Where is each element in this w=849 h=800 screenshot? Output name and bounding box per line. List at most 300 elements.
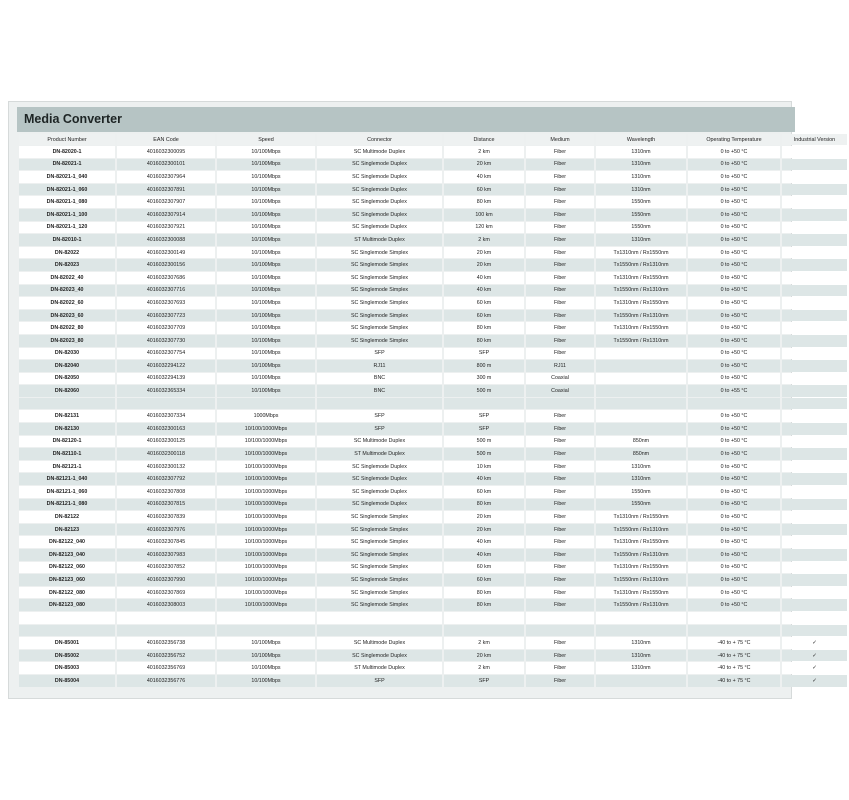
ean-code-cell: 4016032307907 [117,196,215,208]
distance-cell: 2 km [444,146,524,158]
speed-cell: 10/100/1000Mbps [217,536,315,548]
table-row [19,511,847,523]
operating-temperature-cell: -40 to + 75 °C [688,637,780,649]
medium-cell: Fiber [526,146,594,158]
wavelength-cell: 1550nm [596,486,686,498]
empty-cell [217,398,315,410]
industrial-version-cell [782,259,847,271]
operating-temperature-cell: 0 to +50 °C [688,461,780,473]
industrial-version-cell [782,511,847,523]
wavelength-cell: Tx1550nm / Rx1310nm [596,574,686,586]
ean-code-cell: 4016032356752 [117,650,215,662]
medium-cell: Fiber [526,322,594,334]
product-number-cell: DN-82122_060 [19,562,115,574]
table-row [19,184,847,196]
industrial-version-cell [782,599,847,611]
industrial-version-cell [782,436,847,448]
empty-cell [117,398,215,410]
operating-temperature-cell: 0 to +50 °C [688,247,780,259]
medium-cell: Fiber [526,348,594,360]
industrial-version-cell [782,209,847,221]
industrial-version-cell [782,272,847,284]
industrial-version-cell [782,574,847,586]
speed-cell: 10/100Mbps [217,310,315,322]
operating-temperature-cell: 0 to +50 °C [688,524,780,536]
distance-cell: 40 km [444,473,524,485]
ean-code-cell: 4016032307686 [117,272,215,284]
ean-code-cell: 4016032365334 [117,385,215,397]
table-row [19,222,847,234]
operating-temperature-cell: 0 to +50 °C [688,159,780,171]
ean-code-cell: 4016032307845 [117,536,215,548]
product-number-cell: DN-82123_080 [19,599,115,611]
table-row [19,436,847,448]
distance-cell: 20 km [444,247,524,259]
table-row [19,486,847,498]
column-header: EAN Code [117,134,215,145]
wavelength-cell: 1550nm [596,499,686,511]
wavelength-cell [596,675,686,687]
column-header: Distance [444,134,524,145]
ean-code-cell: 4016032308003 [117,599,215,611]
ean-code-cell: 4016032300125 [117,436,215,448]
empty-cell [19,398,115,410]
speed-cell: 10/100/1000Mbps [217,461,315,473]
operating-temperature-cell: 0 to +50 °C [688,562,780,574]
distance-cell: 60 km [444,297,524,309]
distance-cell: 80 km [444,196,524,208]
distance-cell: 60 km [444,486,524,498]
medium-cell: Fiber [526,448,594,460]
ean-code-cell: 4016032294139 [117,373,215,385]
wavelength-cell: 850nm [596,436,686,448]
table-row [19,385,847,397]
wavelength-cell: Tx1550nm / Rx1310nm [596,259,686,271]
speed-cell: 10/100/1000Mbps [217,511,315,523]
operating-temperature-cell: 0 to +50 °C [688,146,780,158]
empty-cell [317,612,442,624]
table-row [19,297,847,309]
medium-cell: Fiber [526,234,594,246]
table-row [19,247,847,259]
medium-cell: Fiber [526,222,594,234]
empty-cell [19,625,115,637]
operating-temperature-cell: -40 to + 75 °C [688,675,780,687]
speed-cell: 10/100Mbps [217,360,315,372]
empty-cell [444,398,524,410]
table-row [19,259,847,271]
industrial-version-cell [782,247,847,259]
table-row [19,285,847,297]
distance-cell: 80 km [444,335,524,347]
ean-code-cell: 4016032307693 [117,297,215,309]
industrial-version-cell [782,486,847,498]
ean-code-cell: 4016032307709 [117,322,215,334]
connector-cell: SFP [317,423,442,435]
ean-code-cell: 4016032307983 [117,549,215,561]
wavelength-cell: Tx1310nm / Rx1550nm [596,297,686,309]
product-number-cell: DN-82021-1 [19,159,115,171]
connector-cell: SC Singlemode Simplex [317,322,442,334]
speed-cell: 10/100Mbps [217,196,315,208]
table-row [19,373,847,385]
ean-code-cell: 4016032300088 [117,234,215,246]
table-row [19,549,847,561]
product-number-cell: DN-82022_60 [19,297,115,309]
operating-temperature-cell: 0 to +50 °C [688,209,780,221]
industrial-version-cell [782,171,847,183]
ean-code-cell: 4016032307716 [117,285,215,297]
medium-cell: Fiber [526,499,594,511]
connector-cell: SC Singlemode Simplex [317,297,442,309]
industrial-version-cell: ✓ [782,637,847,649]
operating-temperature-cell: 0 to +50 °C [688,196,780,208]
distance-cell: 300 m [444,373,524,385]
industrial-version-cell: ✓ [782,662,847,674]
connector-cell: SFP [317,348,442,360]
medium-cell: Fiber [526,587,594,599]
connector-cell: SC Singlemode Duplex [317,473,442,485]
industrial-version-cell [782,348,847,360]
medium-cell: Fiber [526,171,594,183]
operating-temperature-cell: 0 to +50 °C [688,322,780,334]
column-header: Product Number [19,134,115,145]
wavelength-cell: 1310nm [596,637,686,649]
empty-cell [782,398,847,410]
connector-cell: BNC [317,373,442,385]
connector-cell: SC Singlemode Simplex [317,285,442,297]
empty-cell [688,398,780,410]
ean-code-cell: 4016032307723 [117,310,215,322]
empty-cell [782,612,847,624]
product-number-cell: DN-82023_80 [19,335,115,347]
connector-cell: SC Singlemode Duplex [317,171,442,183]
distance-cell: 40 km [444,536,524,548]
connector-cell: SC Singlemode Simplex [317,335,442,347]
wavelength-cell [596,348,686,360]
empty-cell [217,612,315,624]
empty-cell [526,398,594,410]
table-row [19,209,847,221]
connector-cell: SC Singlemode Duplex [317,461,442,473]
ean-code-cell: 4016032307869 [117,587,215,599]
operating-temperature-cell: 0 to +50 °C [688,436,780,448]
table-row [19,410,847,422]
product-number-cell: DN-82123 [19,524,115,536]
product-number-cell: DN-82021-1_040 [19,171,115,183]
industrial-version-cell [782,146,847,158]
product-number-cell: DN-82021-1_120 [19,222,115,234]
wavelength-cell: 1310nm [596,662,686,674]
empty-cell [317,398,442,410]
wavelength-cell: Tx1550nm / Rx1310nm [596,285,686,297]
table-row [19,322,847,334]
product-table [17,133,849,688]
speed-cell: 10/100/1000Mbps [217,599,315,611]
operating-temperature-cell: 0 to +50 °C [688,259,780,271]
speed-cell: 10/100/1000Mbps [217,486,315,498]
connector-cell: SC Singlemode Duplex [317,650,442,662]
wavelength-cell: Tx1310nm / Rx1550nm [596,247,686,259]
speed-cell: 10/100Mbps [217,209,315,221]
distance-cell: 40 km [444,549,524,561]
industrial-version-cell [782,461,847,473]
industrial-version-cell [782,385,847,397]
empty-cell [317,625,442,637]
speed-cell: 10/100Mbps [217,272,315,284]
medium-cell: Fiber [526,285,594,297]
operating-temperature-cell: 0 to +50 °C [688,373,780,385]
speed-cell: 10/100Mbps [217,348,315,360]
distance-cell: 60 km [444,574,524,586]
speed-cell: 10/100Mbps [217,373,315,385]
connector-cell: SC Singlemode Duplex [317,159,442,171]
empty-cell [117,625,215,637]
table-gap-row [19,612,847,624]
distance-cell: 100 km [444,209,524,221]
speed-cell: 10/100Mbps [217,146,315,158]
product-number-cell: DN-85002 [19,650,115,662]
speed-cell: 10/100/1000Mbps [217,436,315,448]
ean-code-cell: 4016032307852 [117,562,215,574]
distance-cell: 10 km [444,461,524,473]
product-number-cell: DN-85004 [19,675,115,687]
distance-cell: 60 km [444,562,524,574]
distance-cell: SFP [444,675,524,687]
wavelength-cell: 1310nm [596,159,686,171]
table-row [19,536,847,548]
ean-code-cell: 4016032300101 [117,159,215,171]
distance-cell: 120 km [444,222,524,234]
ean-code-cell: 4016032307730 [117,335,215,347]
connector-cell: SC Singlemode Simplex [317,587,442,599]
wavelength-cell: 1310nm [596,461,686,473]
wavelength-cell: Tx1310nm / Rx1550nm [596,562,686,574]
product-number-cell: DN-82123_040 [19,549,115,561]
medium-cell: Fiber [526,423,594,435]
wavelength-cell: 1550nm [596,222,686,234]
distance-cell: 40 km [444,285,524,297]
product-number-cell: DN-82131 [19,410,115,422]
medium-cell: Fiber [526,549,594,561]
ean-code-cell: 4016032294122 [117,360,215,372]
table-header-row [19,134,847,145]
column-header: Medium [526,134,594,145]
industrial-version-cell [782,473,847,485]
industrial-version-cell [782,322,847,334]
speed-cell: 10/100Mbps [217,335,315,347]
ean-code-cell: 4016032356776 [117,675,215,687]
speed-cell: 10/100Mbps [217,675,315,687]
distance-cell: 20 km [444,524,524,536]
ean-code-cell: 4016032300149 [117,247,215,259]
empty-cell [526,625,594,637]
connector-cell: SFP [317,675,442,687]
medium-cell: Fiber [526,196,594,208]
connector-cell: SC Singlemode Simplex [317,272,442,284]
distance-cell: 2 km [444,234,524,246]
medium-cell: Coaxial [526,373,594,385]
wavelength-cell: 1550nm [596,209,686,221]
wavelength-cell: 1550nm [596,196,686,208]
table-spacer-row [19,398,847,410]
operating-temperature-cell: 0 to +50 °C [688,348,780,360]
industrial-version-cell [782,285,847,297]
operating-temperature-cell: 0 to +50 °C [688,335,780,347]
table-row [19,360,847,372]
speed-cell: 10/100/1000Mbps [217,423,315,435]
distance-cell: 2 km [444,637,524,649]
distance-cell: 20 km [444,259,524,271]
industrial-version-cell [782,410,847,422]
empty-cell [526,612,594,624]
column-header: Wavelength [596,134,686,145]
distance-cell: 80 km [444,322,524,334]
ean-code-cell: 4016032307808 [117,486,215,498]
ean-code-cell: 4016032300132 [117,461,215,473]
speed-cell: 10/100Mbps [217,637,315,649]
industrial-version-cell [782,222,847,234]
operating-temperature-cell: 0 to +50 °C [688,297,780,309]
wavelength-cell: Tx1550nm / Rx1310nm [596,524,686,536]
distance-cell: 20 km [444,159,524,171]
product-number-cell: DN-82122_080 [19,587,115,599]
product-number-cell: DN-82110-1 [19,448,115,460]
product-number-cell: DN-82021-1_100 [19,209,115,221]
connector-cell: BNC [317,385,442,397]
product-number-cell: DN-82122_040 [19,536,115,548]
connector-cell: SC Multimode Duplex [317,436,442,448]
product-number-cell: DN-82130 [19,423,115,435]
operating-temperature-cell: 0 to +50 °C [688,473,780,485]
medium-cell: Fiber [526,486,594,498]
wavelength-cell [596,373,686,385]
operating-temperature-cell: 0 to +50 °C [688,587,780,599]
product-number-cell: DN-82060 [19,385,115,397]
distance-cell: 40 km [444,272,524,284]
speed-cell: 10/100/1000Mbps [217,524,315,536]
table-row [19,234,847,246]
connector-cell: SC Singlemode Simplex [317,549,442,561]
connector-cell: SC Singlemode Simplex [317,574,442,586]
page-title: Media Converter [17,107,795,132]
industrial-version-cell [782,536,847,548]
industrial-version-cell [782,549,847,561]
connector-cell: SC Multimode Duplex [317,146,442,158]
table-row [19,348,847,360]
product-number-cell: DN-82010-1 [19,234,115,246]
wavelength-cell: 1310nm [596,234,686,246]
medium-cell: Fiber [526,511,594,523]
distance-cell: 60 km [444,184,524,196]
speed-cell: 10/100Mbps [217,385,315,397]
medium-cell: Fiber [526,247,594,259]
product-number-cell: DN-82123_060 [19,574,115,586]
ean-code-cell: 4016032356738 [117,637,215,649]
table-row [19,423,847,435]
product-number-cell: DN-82121-1_060 [19,486,115,498]
product-number-cell: DN-82023_40 [19,285,115,297]
medium-cell: Fiber [526,259,594,271]
product-number-cell: DN-82122 [19,511,115,523]
speed-cell: 10/100Mbps [217,159,315,171]
medium-cell: Fiber [526,159,594,171]
speed-cell: 10/100Mbps [217,662,315,674]
column-header: Speed [217,134,315,145]
wavelength-cell: Tx1310nm / Rx1550nm [596,587,686,599]
operating-temperature-cell: 0 to +50 °C [688,285,780,297]
ean-code-cell: 4016032300095 [117,146,215,158]
operating-temperature-cell: 0 to +55 °C [688,385,780,397]
table-row [19,335,847,347]
industrial-version-cell [782,423,847,435]
ean-code-cell: 4016032300156 [117,259,215,271]
operating-temperature-cell: 0 to +50 °C [688,499,780,511]
medium-cell: Fiber [526,562,594,574]
connector-cell: SC Singlemode Duplex [317,486,442,498]
product-number-cell: DN-82121-1_080 [19,499,115,511]
empty-cell [596,625,686,637]
operating-temperature-cell: 0 to +50 °C [688,511,780,523]
table-row [19,562,847,574]
empty-cell [19,612,115,624]
distance-cell: 20 km [444,650,524,662]
table-row [19,196,847,208]
operating-temperature-cell: 0 to +50 °C [688,272,780,284]
product-number-cell: DN-82121-1_040 [19,473,115,485]
operating-temperature-cell: 0 to +50 °C [688,423,780,435]
distance-cell: 20 km [444,511,524,523]
industrial-version-cell: ✓ [782,675,847,687]
operating-temperature-cell: 0 to +50 °C [688,599,780,611]
wavelength-cell: Tx1550nm / Rx1310nm [596,549,686,561]
operating-temperature-cell: 0 to +50 °C [688,574,780,586]
table-body [19,146,847,687]
speed-cell: 10/100Mbps [217,650,315,662]
table-row [19,599,847,611]
wavelength-cell: 1310nm [596,473,686,485]
ean-code-cell: 4016032307976 [117,524,215,536]
empty-cell [444,612,524,624]
ean-code-cell: 4016032307891 [117,184,215,196]
wavelength-cell: 1310nm [596,650,686,662]
connector-cell: SC Singlemode Simplex [317,562,442,574]
connector-cell: SC Singlemode Simplex [317,511,442,523]
industrial-version-cell: ✓ [782,650,847,662]
table-row [19,637,847,649]
distance-cell: 500 m [444,385,524,397]
table-row [19,473,847,485]
speed-cell: 10/100Mbps [217,247,315,259]
table-row [19,159,847,171]
operating-temperature-cell: 0 to +50 °C [688,536,780,548]
medium-cell: Fiber [526,662,594,674]
industrial-version-cell [782,159,847,171]
distance-cell: 500 m [444,436,524,448]
table-row [19,499,847,511]
distance-cell: SFP [444,348,524,360]
medium-cell: Fiber [526,637,594,649]
ean-code-cell: 4016032307914 [117,209,215,221]
wavelength-cell: Tx1550nm / Rx1310nm [596,335,686,347]
industrial-version-cell [782,562,847,574]
product-number-cell: DN-82023_60 [19,310,115,322]
connector-cell: SC Singlemode Simplex [317,310,442,322]
operating-temperature-cell: 0 to +50 °C [688,360,780,372]
product-number-cell: DN-82022 [19,247,115,259]
column-header: Operating Temperature [688,134,780,145]
wavelength-cell: Tx1550nm / Rx1310nm [596,310,686,322]
